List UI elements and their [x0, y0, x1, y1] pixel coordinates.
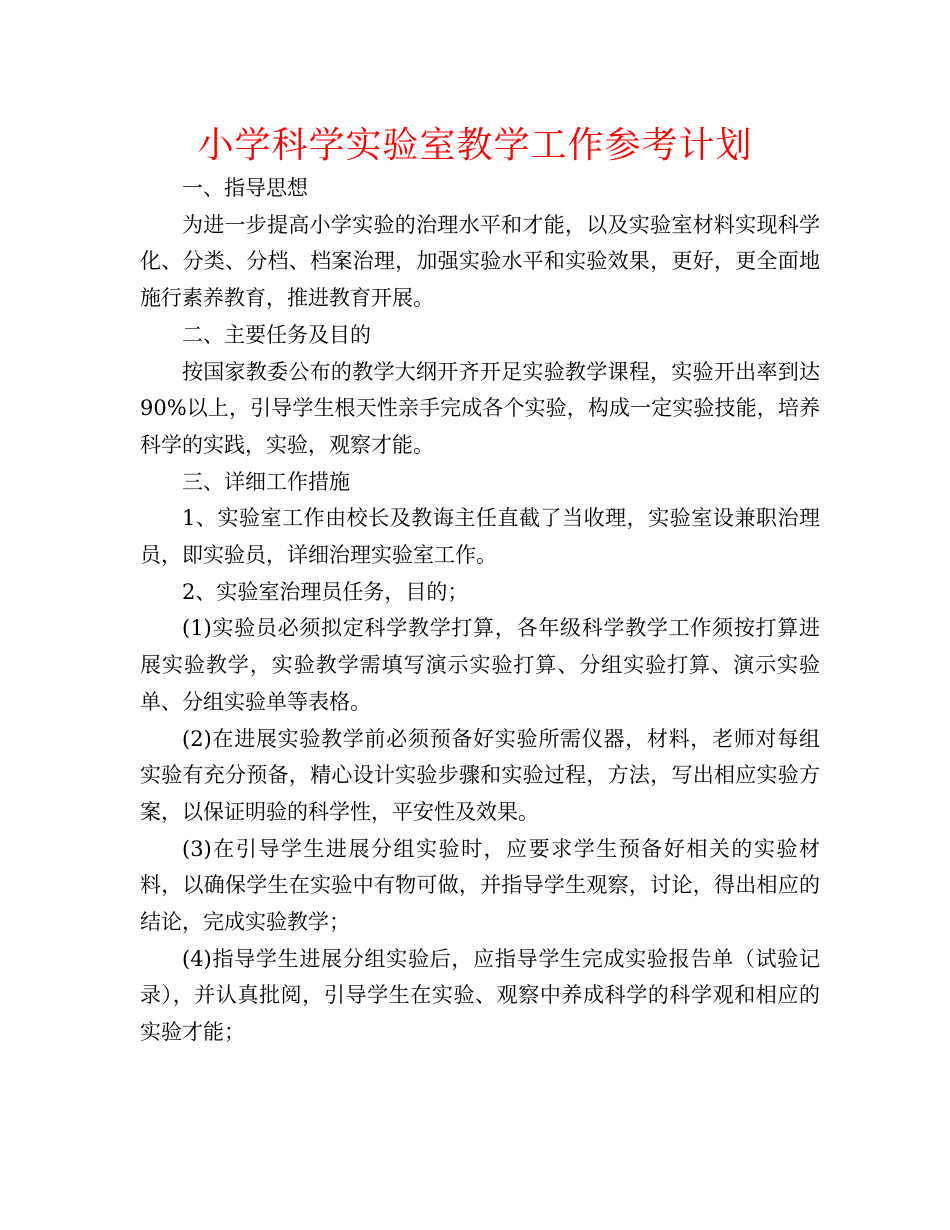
paragraph-measure-2-item-2: (2)在进展实验教学前必须预备好实验所需仪器，材料，老师对每组实验有充分预备，精心设计实验步骤和实验过程，方法，写出相应实验方案，以保证明验的科学性，平安性及效果。 — [140, 726, 820, 824]
paragraph-main-tasks: 按国家教委公布的教学大纲开齐开足实验教学课程，实验开出率到达90%以上，引导学生根天性亲手完成各个实验，构成一定实验技能，培养科学的实践，实验，观察才能。 — [140, 359, 820, 457]
paragraph-measure-1: 1、实验室工作由校长及教诲主任直截了当收理，实验室设兼职治理员，即实验员，详细治理实验室工作。 — [140, 506, 820, 568]
section-heading-work-measures: 三、详细工作措施 — [182, 469, 350, 494]
paragraph-measure-2-item-1: (1)实验员必须拟定科学教学打算，各年级科学教学工作须按打算进展实验教学，实验教学需填写演示实验打算、分组实验打算、演示实验单、分组实验单等表格。 — [140, 616, 820, 714]
paragraph-guiding-thought: 为进一步提高小学实验的治理水平和才能，以及实验室材料实现科学化、分类、分档、档案治理，加强实验水平和实验效果，更好，更全面地施行素养教育，推进教育开展。 — [140, 212, 820, 311]
paragraph-measure-2: 2、实验室治理员任务，目的； — [182, 579, 469, 604]
paragraph-measure-2-item-3: (3)在引导学生进展分组实验时，应要求学生预备好相关的实验材料，以确保学生在实验中有物可做，并指导学生观察，讨论，得出相应的结论，完成实验教学； — [140, 836, 820, 935]
document-body — [140, 170, 820, 1051]
section-heading-guiding-thought: 一、指导思想 — [182, 176, 308, 200]
document-title: 小学科学实验室教学工作参考计划 — [197, 125, 753, 166]
section-heading-main-tasks: 二、主要任务及目的 — [182, 322, 371, 347]
paragraph-measure-2-item-4: (4)指导学生进展分组实验后，应指导学生完成实验报告单（试验记录），并认真批阅，引导学生在实验、观察中养成科学的科学观和相应的实验才能； — [140, 946, 820, 1045]
